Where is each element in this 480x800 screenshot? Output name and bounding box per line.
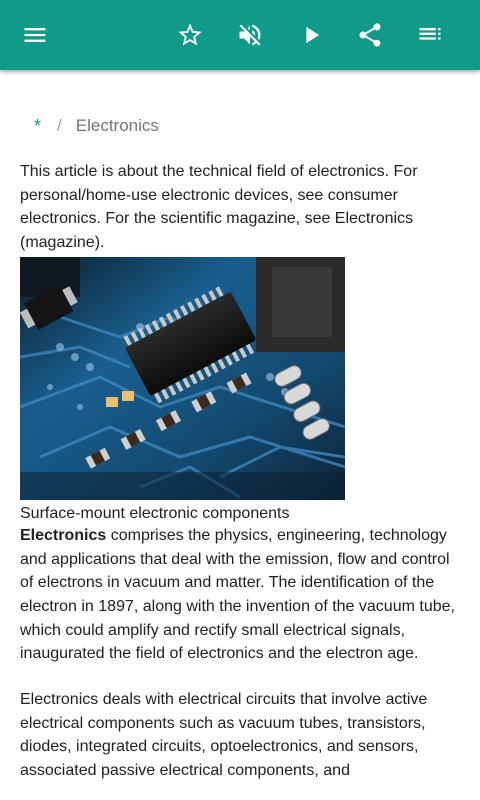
menu-icon xyxy=(21,21,49,49)
breadcrumb-home-link[interactable]: * xyxy=(34,115,42,136)
volume-off-icon xyxy=(236,21,264,49)
figure-caption: Surface-mount electronic components xyxy=(20,504,290,522)
mute-button[interactable] xyxy=(226,11,274,59)
article-paragraph-1 xyxy=(20,524,465,666)
circuit-board-photo xyxy=(20,257,345,500)
menu-button[interactable] xyxy=(11,11,59,59)
share-button[interactable] xyxy=(346,11,394,59)
article-term-bold: Electronics xyxy=(20,526,107,544)
share-icon xyxy=(356,21,384,49)
article-content xyxy=(0,70,480,800)
playlist-icon xyxy=(416,21,444,49)
contents-button[interactable] xyxy=(406,11,454,59)
star-outline-icon xyxy=(176,21,204,49)
breadcrumb-current: Electronics xyxy=(75,116,159,135)
article-figure-image[interactable] xyxy=(20,257,345,500)
article-body xyxy=(20,160,465,783)
hatnote: This article is about the technical field of electronics. For personal/home-use electronic devices, see consumer electronics. For the scientific magazine, see Electronics (magazine). xyxy=(20,163,418,252)
article-paragraph-2: Electronics deals with electrical circuits that involve active electrical components such as vacuum tubes, transistors, diodes, integrated circuits, optoelectronics, and sensors, associated passive electrical components, and xyxy=(20,691,428,780)
breadcrumb xyxy=(20,114,159,138)
play-icon xyxy=(297,21,325,49)
play-button[interactable] xyxy=(287,11,335,59)
breadcrumb-separator: / xyxy=(57,116,62,135)
article-paragraph-1-text: comprises the physics, engineering, technology and applications that deal with the emission, flow and control of electrons in vacuum and matter. The identification of the electron in 1897, along with the invention of the vacuum tube, which could amplify and rectify small electrical signals, inaugurated the field of electronics and the electron age. xyxy=(20,526,455,663)
favorite-button[interactable] xyxy=(166,11,214,59)
app-bar xyxy=(0,0,480,70)
